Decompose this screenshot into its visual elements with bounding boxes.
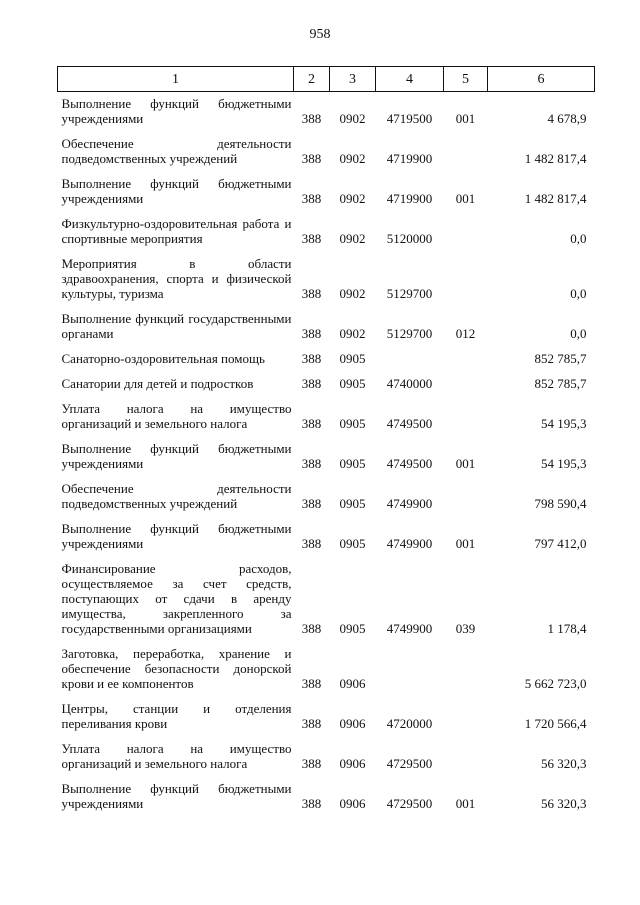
row-col-4: 4740000 <box>386 376 433 391</box>
row-col-5 <box>444 639 488 694</box>
row-amount: 1 720 566,4 <box>524 716 587 731</box>
row-amount: 852 785,7 <box>534 351 587 366</box>
column-header-3: 3 <box>330 67 376 92</box>
row-col-5: 001 <box>455 111 476 126</box>
row-amount: 0,0 <box>570 286 587 301</box>
row-col-2: 388 <box>301 416 322 431</box>
table-header <box>58 67 595 92</box>
row-col-2: 388 <box>301 621 322 636</box>
row-col-3: 0905 <box>339 536 366 551</box>
row-col-5 <box>444 394 488 434</box>
row-amount: 54 195,3 <box>541 456 587 471</box>
row-col-2: 388 <box>301 111 322 126</box>
row-col-5 <box>444 694 488 734</box>
row-col-3: 0902 <box>339 191 366 206</box>
table-row <box>58 92 595 130</box>
row-amount: 56 320,3 <box>541 756 587 771</box>
row-col-2: 388 <box>301 326 322 341</box>
row-name: Финансирование расходов, осуществляемое за счет средств, поступающих от сдачи в аренду имущества, закрепленного за государственными организациями <box>61 561 292 636</box>
row-col-5: 001 <box>455 456 476 471</box>
column-header-1: 1 <box>58 67 294 92</box>
table-row <box>58 434 595 474</box>
table-row <box>58 304 595 344</box>
column-header-2: 2 <box>294 67 330 92</box>
row-col-4: 4749900 <box>386 536 433 551</box>
row-col-4: 4719500 <box>386 111 433 126</box>
row-amount: 1 482 817,4 <box>524 191 587 206</box>
row-name: Мероприятия в области здравоохранения, спорта и физической культуры, туризма <box>61 256 292 301</box>
row-col-5 <box>444 249 488 304</box>
row-name: Санатории для детей и подростков <box>61 376 254 391</box>
row-col-4: 4720000 <box>386 716 433 731</box>
row-col-4: 5120000 <box>386 231 433 246</box>
row-col-4: 4749900 <box>386 621 433 636</box>
row-amount: 798 590,4 <box>534 496 587 511</box>
row-name: Обеспечение деятельности подведомственных учреждений <box>61 481 292 511</box>
row-col-4: 5129700 <box>386 286 433 301</box>
row-name: Обеспечение деятельности подведомственных учреждений <box>61 136 292 166</box>
row-name: Физкультурно-оздоровительная работа и спортивные мероприятия <box>61 216 292 246</box>
row-col-3: 0906 <box>339 796 366 811</box>
row-col-3: 0906 <box>339 676 366 691</box>
row-col-3: 0905 <box>339 351 366 366</box>
table-row <box>58 694 595 734</box>
table-row <box>58 474 595 514</box>
row-col-5 <box>444 734 488 774</box>
row-col-4: 4719900 <box>386 191 433 206</box>
table-row <box>58 554 595 639</box>
table-row <box>58 639 595 694</box>
row-col-3: 0906 <box>339 716 366 731</box>
row-col-2: 388 <box>301 376 322 391</box>
row-col-2: 388 <box>301 796 322 811</box>
row-col-3: 0902 <box>339 151 366 166</box>
table-row <box>58 394 595 434</box>
row-col-5 <box>444 129 488 169</box>
row-col-3: 0905 <box>339 456 366 471</box>
budget-table <box>57 66 595 814</box>
row-col-5: 001 <box>455 796 476 811</box>
row-amount: 4 678,9 <box>547 111 587 126</box>
row-col-2: 388 <box>301 151 322 166</box>
row-col-3: 0905 <box>339 416 366 431</box>
row-col-5: 039 <box>455 621 476 636</box>
row-col-5: 012 <box>455 326 476 341</box>
row-col-5 <box>444 474 488 514</box>
row-col-4 <box>376 344 444 369</box>
row-col-2: 388 <box>301 496 322 511</box>
row-name: Центры, станции и отделения переливания крови <box>61 701 292 731</box>
row-col-2: 388 <box>301 456 322 471</box>
row-name: Выполнение функций бюджетными учреждениями <box>61 781 292 811</box>
table-row <box>58 734 595 774</box>
row-col-3: 0906 <box>339 756 366 771</box>
row-col-4: 5129700 <box>386 326 433 341</box>
row-name: Выполнение функций бюджетными учреждениями <box>61 96 292 126</box>
row-col-4: 4749900 <box>386 496 433 511</box>
row-amount: 1 178,4 <box>547 621 587 636</box>
row-col-5 <box>444 344 488 369</box>
column-header-6: 6 <box>488 67 595 92</box>
row-col-2: 388 <box>301 231 322 246</box>
column-header-5: 5 <box>444 67 488 92</box>
row-name: Выполнение функций бюджетными учреждениями <box>61 176 292 206</box>
row-col-2: 388 <box>301 351 322 366</box>
table-body <box>58 92 595 815</box>
row-col-3: 0902 <box>339 286 366 301</box>
row-amount: 54 195,3 <box>541 416 587 431</box>
row-col-3: 0905 <box>339 376 366 391</box>
table-row <box>58 169 595 209</box>
page-number: 958 <box>309 27 331 42</box>
row-col-2: 388 <box>301 756 322 771</box>
column-header-4: 4 <box>376 67 444 92</box>
row-name: Выполнение функций бюджетными учреждениями <box>61 521 292 551</box>
header-row <box>58 67 595 92</box>
row-name: Уплата налога на имущество организаций и земельного налога <box>61 401 292 431</box>
row-amount: 56 320,3 <box>541 796 587 811</box>
row-col-2: 388 <box>301 676 322 691</box>
table-row <box>58 249 595 304</box>
row-col-5 <box>444 369 488 394</box>
row-col-3: 0905 <box>339 496 366 511</box>
table-row <box>58 369 595 394</box>
row-name: Выполнение функций бюджетными учреждениями <box>61 441 292 471</box>
row-col-4: 4749500 <box>386 456 433 471</box>
table-row <box>58 209 595 249</box>
row-col-3: 0902 <box>339 326 366 341</box>
row-col-5: 001 <box>455 536 476 551</box>
row-col-2: 388 <box>301 716 322 731</box>
row-name: Санаторно-оздоровительная помощь <box>61 351 265 366</box>
row-name: Уплата налога на имущество организаций и земельного налога <box>61 741 292 771</box>
row-amount: 5 662 723,0 <box>524 676 587 691</box>
row-col-3: 0902 <box>339 231 366 246</box>
row-col-4: 4719900 <box>386 151 433 166</box>
row-col-3: 0905 <box>339 621 366 636</box>
row-amount: 0,0 <box>570 326 587 341</box>
row-amount: 797 412,0 <box>534 536 587 551</box>
row-name: Выполнение функций государственными органами <box>61 311 292 341</box>
row-col-5 <box>444 209 488 249</box>
row-col-5: 001 <box>455 191 476 206</box>
row-col-3: 0902 <box>339 111 366 126</box>
row-col-4 <box>376 639 444 694</box>
row-name: Заготовка, переработка, хранение и обеспечение безопасности донорской крови и ее компонентов <box>61 646 292 691</box>
table-row <box>58 129 595 169</box>
row-amount: 1 482 817,4 <box>524 151 587 166</box>
row-amount: 0,0 <box>570 231 587 246</box>
row-col-2: 388 <box>301 286 322 301</box>
row-amount: 852 785,7 <box>534 376 587 391</box>
table-row <box>58 514 595 554</box>
table-row <box>58 344 595 369</box>
row-col-4: 4729500 <box>386 796 433 811</box>
table-row <box>58 774 595 814</box>
row-col-2: 388 <box>301 536 322 551</box>
row-col-4: 4749500 <box>386 416 433 431</box>
row-col-2: 388 <box>301 191 322 206</box>
row-col-4: 4729500 <box>386 756 433 771</box>
